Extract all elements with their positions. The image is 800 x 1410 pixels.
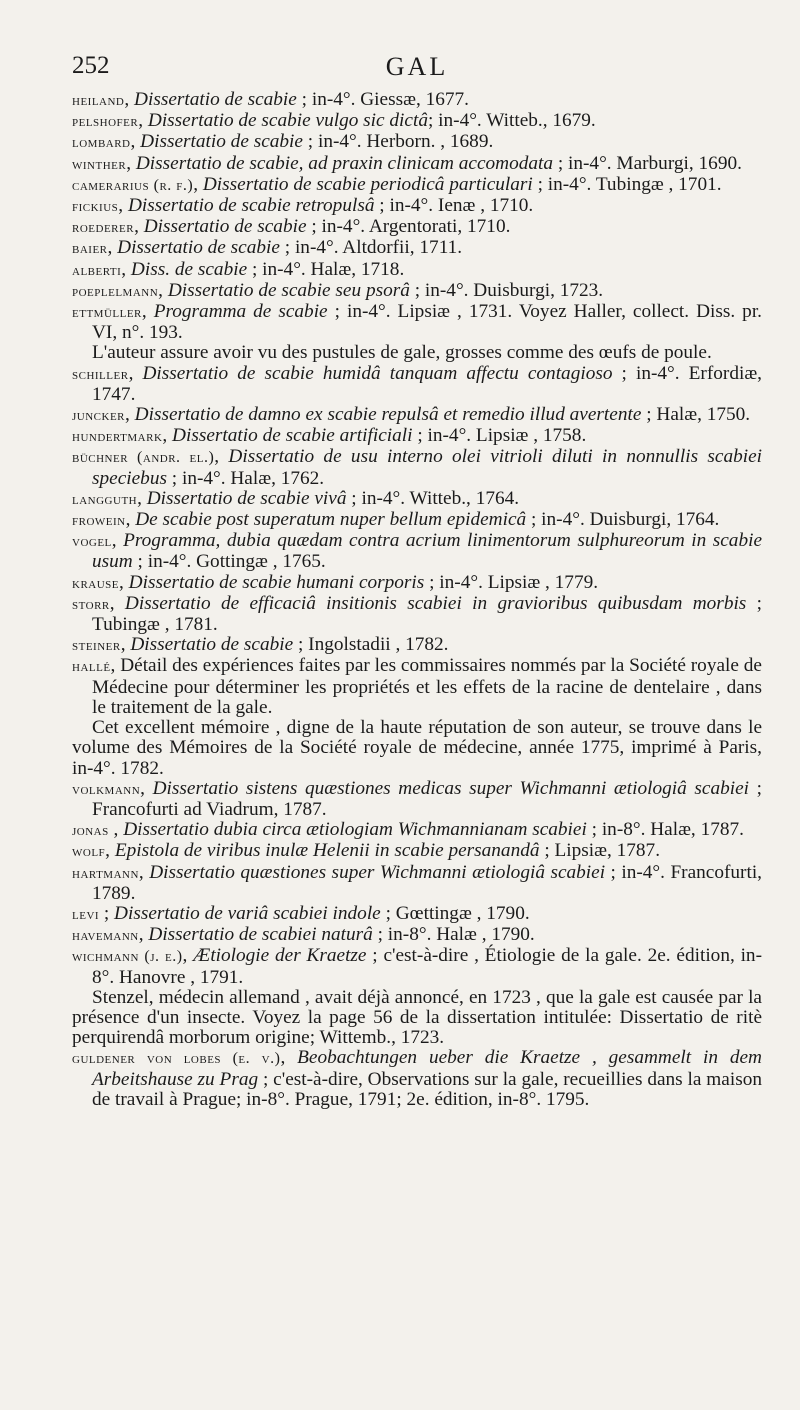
entry-separator: , (119, 571, 129, 593)
entry-author: havemann (72, 927, 139, 945)
entry-author: alberti (72, 261, 122, 279)
bibliography-entry (72, 779, 762, 820)
bibliography-entry (72, 175, 762, 196)
entry-details: ; in-4°. Francofurti, 1789. (92, 861, 762, 904)
entry-separator: , (182, 945, 194, 967)
entry-separator: , (158, 279, 168, 301)
bibliography-entry (72, 531, 762, 572)
running-title: GAL (385, 52, 449, 81)
entry-author: heiland (72, 92, 125, 109)
entry-author: baier (72, 240, 108, 258)
entry-author: hartmann (72, 864, 139, 882)
entry-separator: , (111, 530, 124, 552)
entry-details: ; in-4°. Gottingæ , 1765. (132, 551, 326, 573)
entry-title: Dissertatio de scabie seu psorâ (167, 279, 410, 301)
entry-title: Dissertatio de usu interno olei vitrioli diluti in nonnullis scabiei speciebus (92, 446, 763, 489)
entry-separator: , (125, 404, 135, 426)
entry-separator: , (120, 634, 131, 656)
entry-author: büchner (andr. el.) (72, 449, 215, 467)
entry-separator: , (137, 487, 147, 509)
bibliography-entry (72, 111, 762, 132)
entry-separator: , (128, 362, 143, 384)
entry-author: wichmann (j. e.) (72, 948, 183, 966)
entry-title: Dissertatio de scabie retropulsâ (127, 195, 375, 217)
bibliography-entry (72, 1048, 762, 1110)
entry-author: storr (72, 595, 110, 613)
entry-details: ; Gœttingæ , 1790. (380, 902, 530, 924)
entry-details: Détail des expériences faites par les commissaires nommés par la Société royale de Médecine pour déterminer les propriétés et les effets de la racine de dentelaire , dans le traitement de la gale. (92, 655, 762, 718)
bibliography-entry (72, 573, 762, 594)
entry-separator: ; (99, 902, 115, 924)
entry-details: ; in-4°. Lipsiæ , 1758. (412, 425, 587, 447)
entry-author: krause (72, 574, 120, 592)
entry-separator: , (125, 509, 136, 531)
entry-separator: , (134, 216, 144, 238)
entry-title: Ætiologie der Kraetze (193, 945, 367, 967)
entry-details: ; in-4°. Erfordiæ, 1747. (92, 362, 763, 405)
bibliography-entry (72, 154, 762, 175)
entry-separator: , (124, 89, 135, 110)
entry-title: De scabie post superatum nuper bellum epidemicâ (135, 509, 527, 531)
bibliography-entry (72, 925, 762, 946)
entry-separator: , (121, 258, 131, 280)
entry-separator: , (118, 195, 128, 217)
bibliography-entry (72, 302, 762, 343)
entry-separator: , (193, 173, 203, 195)
bibliography-entry (72, 820, 762, 841)
entry-author: juncker (72, 407, 126, 425)
entry-details: ; in-8°. Halæ, 1787. (586, 819, 744, 841)
entry-title: Programma, dubia quædam contra acrium linimentorum sulphureorum in scabie usum (92, 530, 762, 573)
entry-details: ; Tubingæ , 1781. (92, 592, 763, 636)
entry-separator: , (109, 592, 125, 614)
entry-title: Diss. de scabie (130, 258, 248, 280)
entry-separator: , (138, 861, 150, 883)
entry-author: roederer (72, 219, 135, 237)
entry-separator: , (138, 110, 148, 132)
entry-details: ; in-4°. Altdorfii, 1711. (279, 237, 463, 259)
entry-details: ; in-4°. Lipsiæ , 1731. Voyez Haller, collect. Diss. pr. VI, n°. 193. (92, 301, 762, 344)
entry-author: fickius (72, 198, 119, 216)
entry-details: ; in-4°. Halæ, 1718. (247, 258, 405, 280)
entry-separator: , (108, 819, 124, 841)
entry-separator: , (280, 1047, 298, 1069)
entry-title: Epistola de viribus inulæ Helenii in scabie persanandâ (114, 840, 540, 862)
bibliography-entry (72, 656, 762, 718)
entry-details: ; in-4°. Halæ, 1762. (166, 467, 325, 489)
bibliography-entry (72, 196, 762, 217)
entry-title: Dissertatio de scabie (143, 216, 307, 238)
entry-details: ; c'est-à-dire, Observations sur la gale, recueillies dans la maison de travail à Prague; in-8°. Prague, 1791; 2e. édition, in-8°. 1795. (92, 1068, 763, 1110)
entry-separator: , (130, 131, 141, 153)
bibliography-entry (72, 841, 762, 862)
bibliography-entry (72, 594, 762, 635)
page-number: 252 (72, 52, 110, 79)
entry-details: ; c'est-à-dire , Étiologie de la gale. 2e. édition, in-8°. Hanovre , 1791. (92, 945, 762, 988)
entry-author: frowein (72, 512, 126, 530)
entry-title: Dissertatio quæstiones super Wichmanni ætiologiâ scabiei (149, 861, 606, 883)
bibliography-entry (72, 217, 762, 238)
entry-separator: , (126, 152, 136, 174)
entry-author: jonas (72, 822, 109, 840)
commentary-paragraph: L'auteur assure avoir vu des pustules de gale, grosses comme des œufs de poule. (92, 342, 712, 364)
entry-author: vogel (72, 533, 112, 551)
bibliography-entry (72, 238, 762, 259)
entry-title: Dissertatio de damno ex scabie repulsâ et remedio illud avertente (134, 404, 642, 426)
entry-details: ; in-4°. Duisburgi, 1764. (526, 509, 720, 531)
entry-separator: , (214, 446, 229, 468)
bibliography-entry (72, 132, 762, 153)
commentary-paragraph: Cet excellent mémoire , digne de la haute réputation de son auteur, se trouve dans le volume des Mémoires de la Société royale de médecine, année 1775, imprimé à Paris, in-4°. 1782. (72, 717, 762, 779)
entry-author: winther (72, 155, 127, 173)
bibliography-entry (72, 447, 762, 488)
entry-title: Dissertatio de scabie vivâ (146, 487, 347, 509)
entry-details: ; in-4°. Ienæ , 1710. (374, 195, 534, 217)
entry-separator: , (105, 840, 115, 862)
bibliography-entry (72, 904, 762, 925)
entry-title: Dissertatio de scabiei naturâ (148, 924, 373, 946)
entry-title: Dissertatio de scabie (134, 89, 297, 110)
entry-author: ettmüller (72, 304, 142, 322)
entry-separator: , (162, 425, 173, 447)
bibliography-entry (72, 489, 762, 510)
entry-title: Dissertatio de scabie (117, 237, 280, 259)
entry-author: schiller (72, 365, 129, 383)
page-header (72, 52, 762, 88)
entry-details: ; in-4°. Herborn. , 1689. (302, 131, 494, 153)
entry-details: ; in-4°. Witteb., 1679. (427, 110, 596, 132)
entry-author: guldener von lobes (e. v.) (72, 1050, 281, 1068)
entry-separator: , (141, 301, 154, 323)
entry-author: wolf (72, 843, 106, 861)
entry-title: Dissertatio de efficaciâ insitionis scabiei in gravioribus quibusdam morbis (124, 592, 747, 614)
entry-title: Programma de scabie (153, 301, 328, 323)
entry-author: hundertmark (72, 428, 163, 446)
entry-details: ; in-4°. Giessæ, 1677. (296, 89, 469, 110)
entry-separator: , (138, 924, 149, 946)
entry-title: Dissertatio de scabie (140, 131, 303, 153)
entry-details: ; in-4°. Duisburgi, 1723. (409, 279, 604, 301)
entry-title: Dissertatio de scabie humidâ tanquam affectu contagioso (142, 362, 613, 384)
entry-details: ; in-4°. Witteb., 1764. (346, 487, 520, 509)
entry-details: ; in-4°. Marburgi, 1690. (553, 152, 742, 174)
entry-title: Dissertatio dubia circa ætiologiam Wichmannianam scabiei (123, 819, 587, 841)
entry-author: steiner (72, 637, 121, 655)
entry-title: Dissertatio sistens quæstiones medicas super Wichmanni ætiologiâ scabiei (152, 777, 750, 799)
entry-author: camerarius (r. f.) (72, 176, 194, 194)
entry-title: Dissertatio de scabie artificiali (172, 425, 413, 447)
entry-author: langguth (72, 490, 138, 508)
bibliography-entry (72, 364, 762, 405)
bibliography-entry (72, 863, 762, 904)
entry-title: Dissertatio de scabie humani corporis (128, 571, 425, 593)
entry-title: Beobachtungen ueber die Kraetze , gesammelt in dem Arbeitshause zu Prag (92, 1047, 762, 1090)
entry-details: ; Halæ, 1750. (641, 404, 751, 426)
entry-separator: , (107, 237, 118, 259)
entry-details: ; Francofurti ad Viadrum, 1787. (92, 777, 762, 820)
bibliography-entry (72, 260, 762, 281)
entry-author: hallé (72, 658, 111, 676)
bibliography-entry (72, 405, 762, 426)
entry-separator: , (140, 777, 153, 799)
entry-title: Dissertatio de scabie vulgo sic dictâ (147, 110, 428, 132)
entry-details: ; Lipsiæ, 1787. (539, 840, 661, 862)
entry-details: ; in-8°. Halæ , 1790. (372, 924, 535, 946)
entry-author: volkmann (72, 780, 141, 798)
bibliography-list (72, 90, 762, 1110)
entry-details: ; in-4°. Lipsiæ , 1779. (424, 571, 599, 593)
bibliography-entry (72, 426, 762, 447)
entry-separator: , (110, 655, 121, 677)
bibliography-entry (72, 946, 762, 987)
entry-details: ; in-4°. Tubingæ , 1701. (532, 173, 722, 195)
bibliography-entry (72, 90, 762, 111)
bibliography-entry (72, 510, 762, 531)
entry-author: pelshofer (72, 113, 139, 131)
commentary-paragraph: Stenzel, médecin allemand , avait déjà annoncé, en 1723 , que la gale est causée par la présence d'un insecte. Voyez la page 56 de la dissertation intitulée: Dissertatio de ritè perquirendâ morborum origine; Wittemb., 1723. (72, 986, 762, 1049)
entry-title: Dissertatio de variâ scabiei indole (114, 902, 381, 924)
entry-title: Dissertatio de scabie periodicâ particulari (202, 173, 533, 195)
entry-title: Dissertatio de scabie (130, 634, 294, 656)
entry-author: poeplelmann (72, 282, 159, 300)
bibliography-entry (72, 635, 762, 656)
bibliography-entry (72, 281, 762, 302)
entry-title: Dissertatio de scabie, ad praxin clinicam accomodata (135, 152, 554, 174)
entry-author: levi (72, 905, 100, 923)
entry-details: ; in-4°. Argentorati, 1710. (306, 216, 511, 238)
entry-details: ; Ingolstadii , 1782. (293, 634, 449, 656)
entry-author: lombard (72, 134, 131, 152)
